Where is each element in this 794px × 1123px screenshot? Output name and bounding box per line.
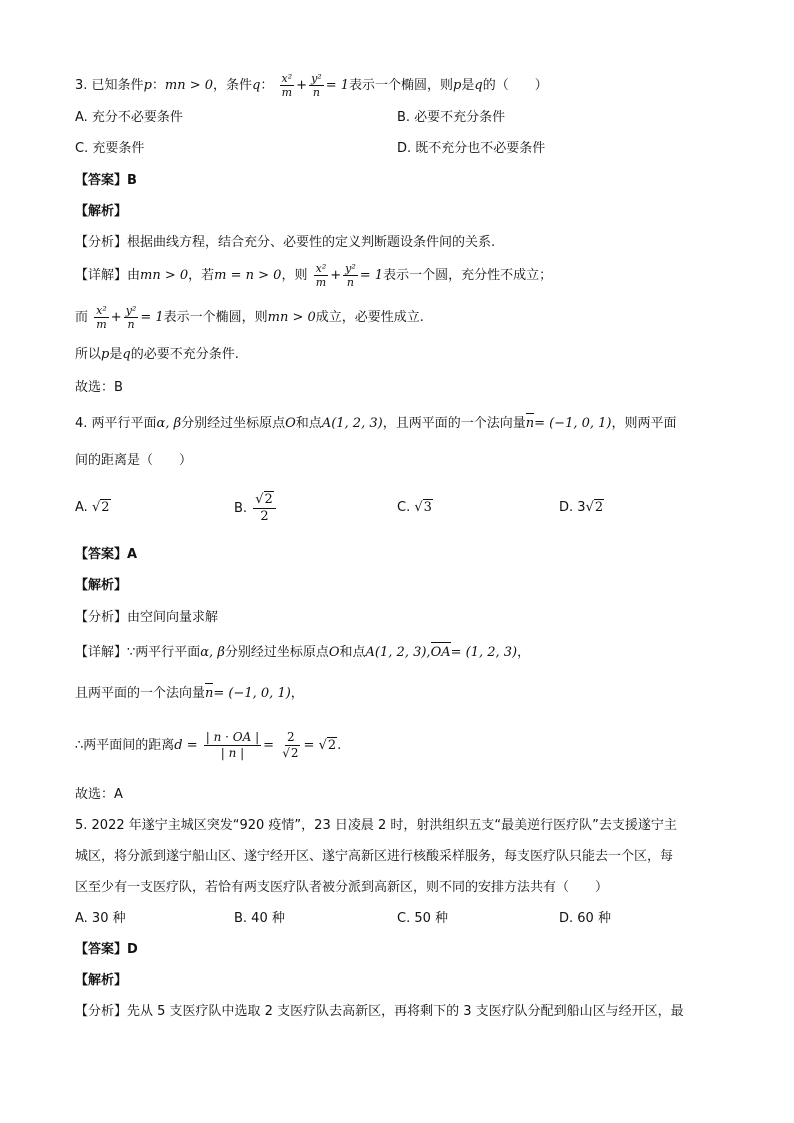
math: = 1 — [359, 268, 384, 283]
var-p: p — [143, 78, 152, 93]
math: = — [303, 738, 315, 753]
fraction-x2-m — [280, 72, 295, 99]
q5-analysis-heading: 【解析】 — [75, 973, 128, 988]
q5-option-a: A. 30 种 — [75, 911, 126, 926]
text: . — [337, 738, 342, 753]
fraction-2-over-sqrt2 — [280, 730, 301, 761]
text: 所以 — [75, 347, 102, 362]
q4-select: 故选：A — [75, 787, 123, 802]
q4-fenxi: 【分析】由空间向量求解 — [75, 610, 219, 625]
q4-answer: 【答案】A — [75, 547, 138, 562]
q3-option-b: B. 必要不充分条件 — [397, 110, 506, 125]
sqrt: √2 — [585, 500, 604, 515]
denominator: m — [281, 86, 293, 99]
text: 成立，必要性成立. — [315, 310, 424, 325]
q4-option-d — [559, 498, 604, 518]
text: 的必要不充分条件. — [130, 347, 239, 362]
q4-analysis-heading: 【解析】 — [75, 578, 128, 593]
math: α, β — [200, 645, 225, 660]
q3-xiangjie-line2: 而 $\frac{\text{x²}}{m}$ + $\frac{\text{y²}}{n}$ = 1表示一个椭圆，则mn > 0成立，必要性成立. — [75, 304, 424, 331]
equation-rhs: = 1 — [325, 78, 349, 93]
denominator: √2 — [282, 746, 299, 760]
q5-stem-line2: 城区，将分派到遂宁船山区、遂宁经开区、遂宁高新区进行核酸采样服务，每支医疗队只能去一个区，每 — [75, 849, 674, 864]
math: mn > 0 — [267, 310, 316, 325]
option-label: B. — [234, 501, 248, 516]
numerator: x² — [315, 262, 327, 275]
radicand: 2 — [101, 500, 110, 515]
math: A(1, 2, 3), — [365, 645, 431, 660]
numerator: | n · OA | — [205, 730, 260, 744]
text: ，则两平面 — [611, 416, 677, 431]
math: O — [285, 416, 296, 431]
text: 表示一个圆，充分性不成立； — [383, 268, 553, 283]
q3-conclusion — [75, 345, 239, 365]
fraction-x2-m — [314, 262, 329, 289]
math: = — [263, 738, 275, 753]
text: ： — [260, 78, 274, 93]
text: 【详解】由 — [75, 268, 141, 283]
math: A(1, 2, 3) — [321, 416, 383, 431]
math: mn > 0 — [140, 268, 189, 283]
text: 分别经过坐标原点 — [224, 645, 329, 660]
coefficient: 3 — [577, 500, 586, 515]
text: 和点 — [339, 645, 366, 660]
numerator: y² — [345, 262, 356, 275]
q4-xiangjie-line3 — [75, 728, 341, 764]
q4-option-a — [75, 498, 111, 518]
numerator: 2 — [287, 730, 295, 744]
option-label: C. — [397, 500, 411, 515]
numerator: x² — [281, 72, 293, 85]
q3-select: 故选：B — [75, 380, 123, 395]
math: O — [328, 645, 340, 660]
var-q: q — [122, 347, 131, 362]
sqrt: √2 — [91, 500, 110, 515]
text: 分别经过坐标原点 — [181, 416, 286, 431]
option-label: D. — [559, 500, 574, 515]
text: 【详解】∵两平行平面 — [75, 645, 201, 660]
text: ， — [517, 645, 531, 660]
q5-stem-line3: 区至少有一支医疗队，若恰有两支医疗队者被分派到高新区，则不同的安排方法共有（ ） — [75, 880, 609, 895]
q3-answer: 【答案】B — [75, 173, 137, 188]
numerator: y² — [311, 72, 322, 85]
numerator: y² — [125, 304, 137, 317]
q3-xiangjie-line1: 【详解】由mn > 0，若m = n > 0，则 $\frac{\text{x²}}{m}$ + $\frac{\text{y²}}{n}$ = 1表示一个圆，充分性不成立； — [75, 262, 553, 289]
text: 是 — [109, 347, 123, 362]
text: ： — [151, 78, 165, 93]
option-label: A. — [75, 500, 88, 515]
denominator: m — [96, 318, 107, 331]
q5-option-b: B. 40 种 — [234, 911, 285, 926]
fraction-y2-n — [309, 72, 324, 99]
text: 且两平面的一个法向量 — [75, 686, 206, 701]
q5-answer: 【答案】D — [75, 942, 138, 957]
q4-option-c — [397, 498, 433, 518]
radicand: 2 — [327, 738, 337, 753]
var-q: q — [252, 78, 261, 93]
q4-xiangjie-line1 — [75, 643, 530, 663]
math: = (−1, 0, 1) — [534, 416, 612, 431]
numerator: √2 — [253, 492, 276, 509]
text: ∴两平面间的距离 — [75, 738, 175, 753]
vector-n: n — [526, 414, 534, 434]
text: 表示一个椭圆，则 — [163, 310, 268, 325]
radicand: 2 — [594, 500, 604, 515]
distance-fraction — [204, 730, 261, 761]
q3-analysis-heading: 【解析】 — [75, 204, 128, 219]
text: ，且两平面的一个法向量 — [382, 416, 526, 431]
q4-option-b — [234, 492, 278, 525]
text: ，条件 — [213, 78, 253, 93]
text: ，则 — [281, 268, 308, 283]
q5-stem-line1: 5. 2022 年遂宁主城区突发“920 疫情”，23 日凌晨 2 时，射洪组织五支“最美逆行医疗队”去支援遂宁主 — [75, 818, 677, 833]
q5-fenxi: 【分析】先从 5 支医疗队中选取 2 支医疗队去高新区，再将剩下的 3 支医疗队分配到船山区与经开区，最 — [75, 1004, 684, 1019]
var-p: p — [101, 347, 110, 362]
q3-option-a: A. 充分不必要条件 — [75, 110, 183, 125]
denominator: n — [312, 86, 320, 99]
fraction-sqrt2-over-2 — [253, 492, 276, 525]
text: 4. 两平行平面 — [75, 416, 157, 431]
text: 已知条件 — [91, 78, 144, 93]
denominator: m — [315, 276, 327, 289]
sqrt: √3 — [414, 500, 432, 515]
sqrt: √2 — [318, 738, 337, 753]
question-number: 3. — [75, 78, 88, 93]
text: 的（ ） — [482, 78, 548, 93]
text: 表示一个椭圆，则 — [349, 78, 454, 93]
denominator: n — [346, 276, 355, 289]
denominator: | n | — [220, 746, 245, 760]
math: = (−1, 0, 1) — [213, 686, 291, 701]
text: 和点 — [295, 416, 322, 431]
text: ， — [290, 686, 304, 701]
q5-option-d: D. 60 种 — [559, 911, 611, 926]
math: m = n > 0 — [214, 268, 282, 283]
fraction-y2-n — [124, 304, 139, 331]
math: α, β — [156, 416, 182, 431]
q3-stem: 3. 已知条件p：mn > 0，条件q： $\frac{\text{x²}}{m}$ + $\frac{\text{y²}}{n}$ = 1表示一个椭圆，则p是q的（ ） — [75, 72, 548, 99]
denominator: 2 — [260, 509, 269, 524]
vector-n: n — [205, 684, 213, 704]
math: = (1, 2, 3) — [450, 645, 518, 660]
fraction-x2-m — [94, 304, 109, 331]
q5-option-c: C. 50 种 — [397, 911, 449, 926]
q3-option-c: C. 充要条件 — [75, 141, 145, 156]
q4-xiangjie-line2 — [75, 684, 304, 704]
text: ，若 — [188, 268, 215, 283]
text: 而 — [75, 310, 89, 325]
vector-oa: OA — [431, 643, 451, 663]
q3-option-d: D. 既不充分也不必要条件 — [397, 141, 546, 156]
radicand: 3 — [423, 500, 432, 515]
radicand: 2 — [264, 492, 273, 507]
condition-p: mn > 0 — [164, 78, 214, 93]
denominator: n — [127, 318, 135, 331]
numerator: x² — [96, 304, 107, 317]
q4-stem-line1 — [75, 414, 677, 434]
q3-fenxi: 【分析】根据曲线方程，结合充分、必要性的定义判断题设条件间的关系. — [75, 235, 496, 250]
q4-stem-line2: 间的距离是（ ） — [75, 453, 193, 468]
var-q: q — [474, 78, 483, 93]
var-p: p — [453, 78, 462, 93]
radicand: 2 — [290, 746, 299, 760]
fraction-y2-n — [343, 262, 358, 289]
text: 是 — [461, 78, 475, 93]
math: = 1 — [140, 310, 164, 325]
math: d = — [174, 738, 198, 753]
